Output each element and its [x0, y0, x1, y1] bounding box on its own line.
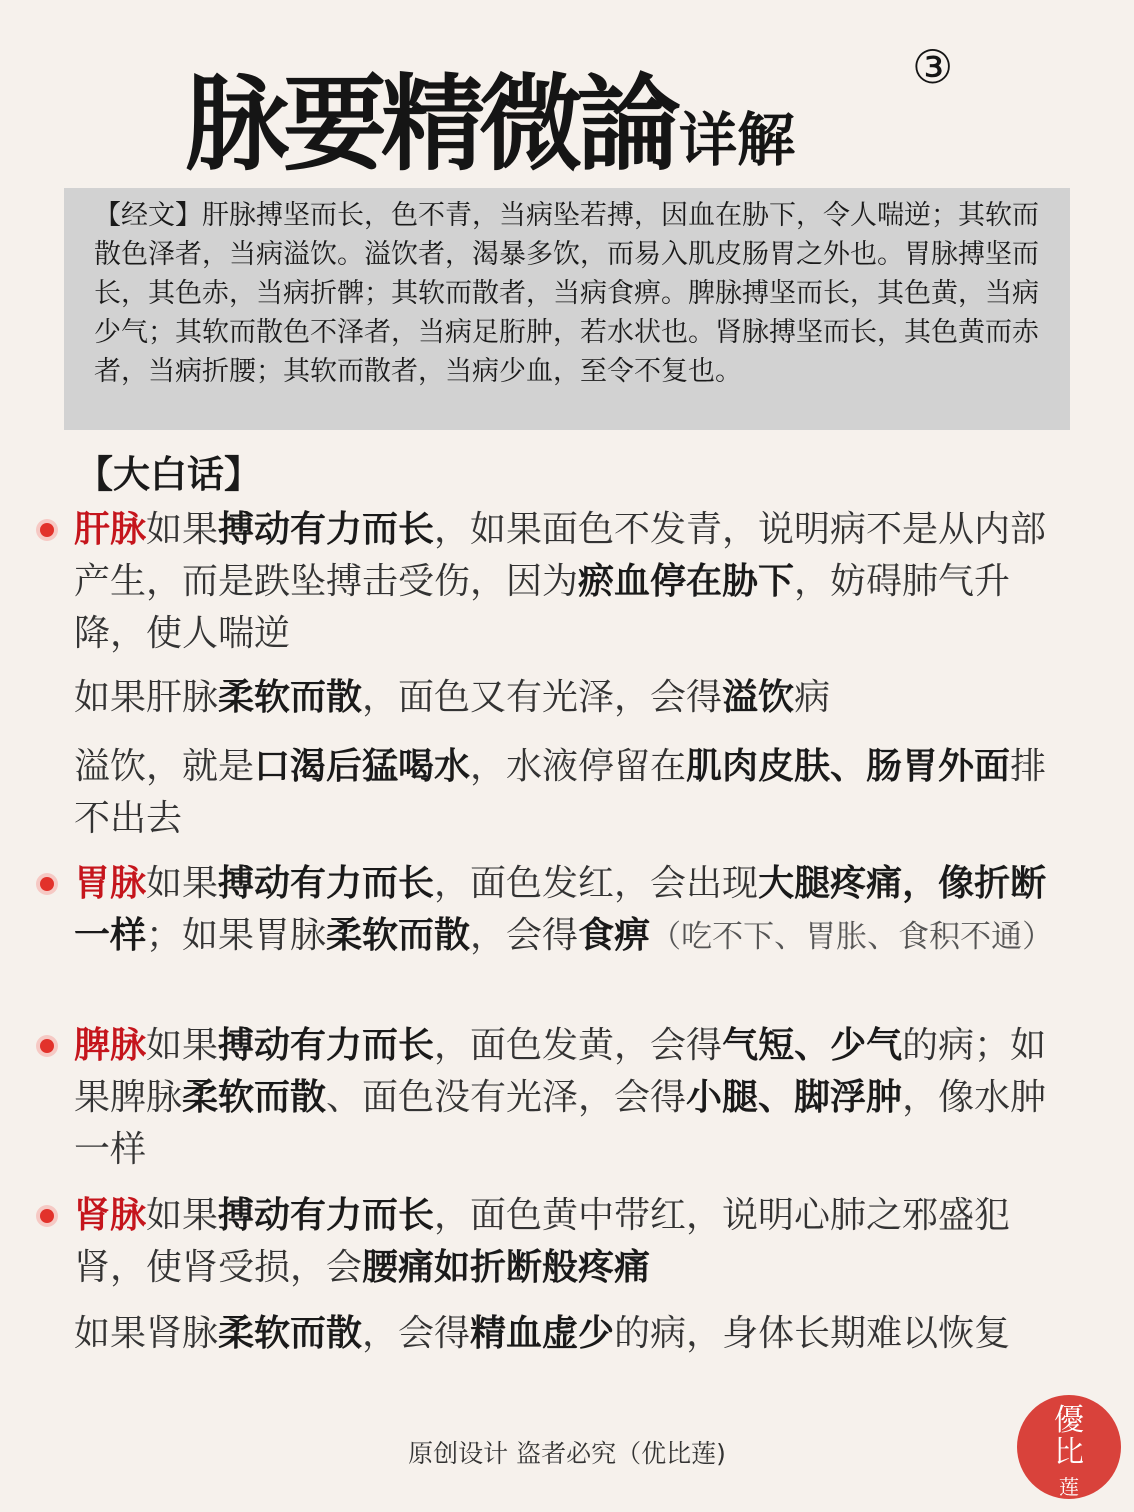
paragraph-kidney-pulse: 肾脉如果搏动有力而长，面色黄中带红，说明心肺之邪盛犯肾，使肾受损，会腰痛如折断般疼痛 — [74, 1190, 1074, 1294]
paragraph-spleen-pulse: 脾脉如果搏动有力而长，面色发黄，会得气短、少气的病；如果脾脉柔软而散、面色没有光泽，会得小腿、脚浮肿，像水肿一样 — [74, 1020, 1074, 1176]
paragraph-stomach-pulse: 胃脉如果搏动有力而长，面色发红，会出现大腿疼痛，像折断一样；如果胃脉柔软而散，会得食痹（吃不下、胃胀、食积不通） — [74, 858, 1074, 963]
footer-copyright: 原创设计 盗者必究（优比莲) — [408, 1439, 726, 1468]
bullet-dot-icon — [40, 523, 54, 537]
paragraph-liver-pulse: 肝脉如果搏动有力而长，如果面色不发青，说明病不是从内部产生，而是跌坠搏击受伤，因为瘀血停在胁下，妨碍肺气升降，使人喘逆 — [74, 504, 1074, 660]
page-title: 脉要精微論详解 — [185, 62, 796, 185]
bullet-dot-icon — [40, 877, 54, 891]
paragraph-kidney-soft: 如果肾脉柔软而散，会得精血虚少的病，身体长期难以恢复 — [74, 1313, 1011, 1354]
bullet-dot-icon — [40, 1039, 54, 1053]
page-subtitle: 详解 — [679, 106, 796, 174]
section-heading: 【大白话】 — [76, 453, 261, 496]
bullet-dot-icon — [40, 1209, 54, 1223]
paragraph-yinyin: 溢饮，就是口渴后猛喝水，水液停留在肌肉皮肤、肠胃外面排不出去 — [74, 746, 1047, 839]
classic-text-box: 【经文】肝脉搏坚而长，色不青，当病坠若搏，因血在胁下，令人喘逆；其软而散色泽者，当病溢饮。溢饮者，渴暴多饮，而易入肌皮肠胃之外也。胃脉搏坚而长，其色赤，当病折髀；其软而散者，当病食痹。脾脉搏坚而长，其色黄，当病少气；其软而散色不泽者，当病足胻肿，若水状也。肾脉搏坚而长，其色黄而赤者，当病折腰；其软而散者，当病少血，至令不复也。 — [64, 188, 1070, 430]
seal-logo: 優 比 莲 — [1017, 1395, 1121, 1499]
part-number: ③ — [912, 40, 954, 94]
paragraph-liver-soft: 如果肝脉柔软而散，面色又有光泽，会得溢饮病 — [74, 677, 831, 718]
